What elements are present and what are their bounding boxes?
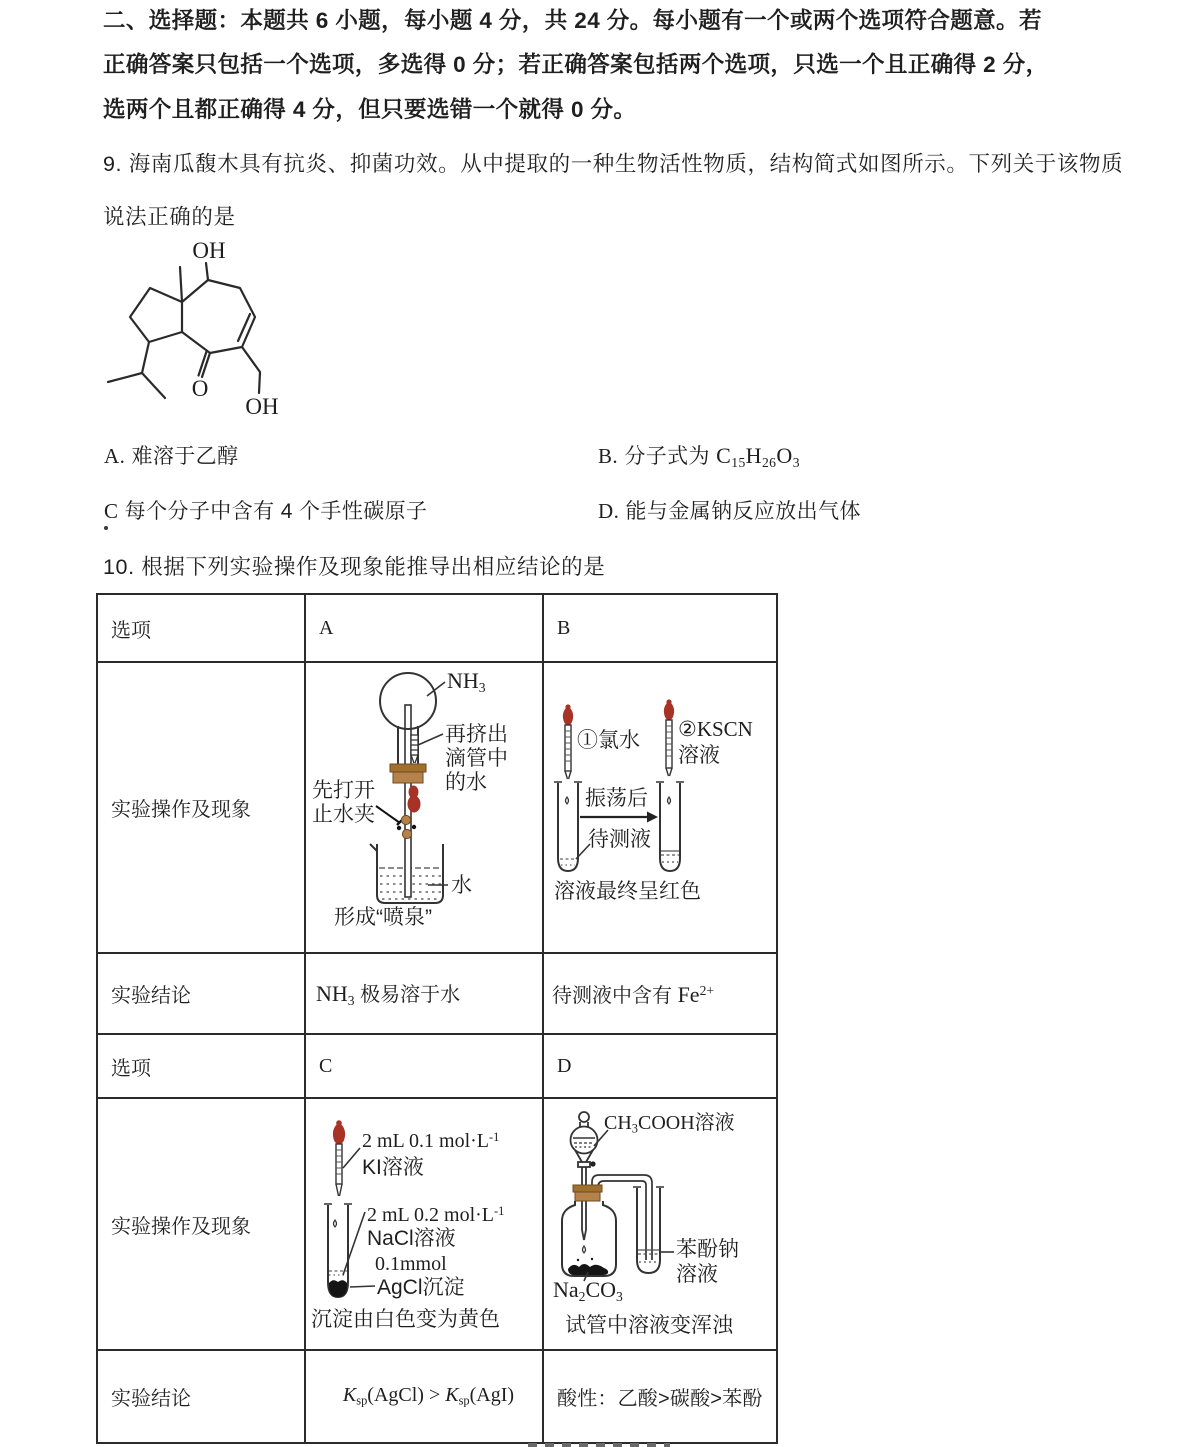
option-a-text: 难溶于乙醇 [131, 445, 239, 468]
section-header-line3: 选两个且都正确得 4 分，但只要选错一个就得 0 分。 [103, 97, 637, 122]
table-row-operation-ab [97, 662, 777, 953]
nacl-amount-label: 2 mL 0.2 $mol\cdot L^{-1}$ [367, 1203, 505, 1226]
cell-letter-b: B [543, 594, 777, 662]
phenolate-liquid [638, 1250, 659, 1262]
agcl-precipitate-label: AgCl沉淀 [377, 1276, 465, 1299]
cell-letter-c: C [305, 1034, 543, 1098]
ketone-oxygen-label: O [191, 376, 209, 401]
phenolate-label-2: 溶液 [676, 1263, 718, 1286]
q10-stem: 10. 根据下列实验操作及现象能推导出相应结论的是 [103, 555, 606, 579]
right-tube-liquid [661, 851, 679, 862]
dropper-icon-left [563, 704, 573, 779]
cell-label-option-2: 选项 [97, 1034, 305, 1098]
formula-H: H [745, 443, 762, 468]
test-liquid-label: 待测液 [588, 828, 651, 851]
fountain-caption: 形成“喷泉” [334, 906, 432, 929]
ksp-agcl: (AgCl) > [367, 1384, 446, 1407]
agcl-amount-label: 0.1mmol [375, 1253, 447, 1275]
cell-label-operation-2: 实验操作及现象 [97, 1098, 305, 1350]
option-d-text: 能与金属钠反应放出气体 [625, 500, 861, 523]
test-tube-icon-right [656, 782, 684, 871]
nacl-solution-label: NaCl溶液 [367, 1227, 456, 1250]
test-tube-icon [633, 1187, 664, 1273]
table-row-conclusion-cd [97, 1350, 777, 1443]
ki-amount-label: 2 mL 0.1 $mol\cdot L^{-1}$ [362, 1129, 500, 1152]
conclusion-b-text: 待测液中含有 [552, 985, 678, 1007]
option-b-letter: B. [598, 444, 619, 468]
cell-conclusion-a [305, 953, 543, 1034]
cell-diagram-c [305, 1098, 543, 1350]
cell-label-option-1: 选项 [97, 594, 305, 662]
q9-stem-line2: 说法正确的是 [103, 205, 236, 229]
option-c-letter: C [104, 499, 119, 523]
phenolate-label-1: 苯酚钠 [676, 1238, 739, 1261]
fountain-experiment-diagram [306, 663, 540, 952]
footer-page-fragment [528, 1443, 670, 1447]
q9-option-b [598, 440, 800, 471]
sodium-carbonate-label: $Na_2CO_3$ [553, 1277, 623, 1305]
squeeze-label-2: 滴管中 [445, 747, 508, 770]
shake-label: 振荡后 [585, 787, 648, 810]
fe-charge: 2+ [699, 983, 715, 999]
q9-option-d [598, 495, 861, 525]
option-d-letter: D. [598, 499, 620, 523]
stopper-icon [390, 764, 426, 783]
question-10-table [96, 593, 778, 1444]
open-clip-label-1: 先打开 [312, 779, 375, 802]
q9-option-a [104, 440, 238, 470]
section-header-line2: 正确答案只包括一个选项，多选得 0 分；若正确答案包括两个选项，只选一个且正确得 2 分， [103, 52, 1049, 77]
formula-C-sub: 15 [731, 455, 746, 471]
hydroxyl-top-label: OH [192, 238, 226, 263]
acidity-experiment-diagram [548, 1100, 774, 1350]
kscn-label-1: ②KSCN [678, 717, 753, 741]
cell-letter-a: A [305, 594, 543, 662]
hydroxyl-bottom-label: OH [245, 394, 279, 419]
ksp-k2: K [445, 1384, 459, 1407]
water-label: 水 [451, 874, 472, 897]
cell-diagram-d [543, 1098, 777, 1350]
cell-conclusion-c [305, 1350, 543, 1443]
table-row-option-cd [97, 1034, 777, 1098]
red-solution-caption: 溶液最终呈红色 [554, 880, 701, 903]
gas-generator-art [548, 1100, 774, 1350]
droplet-icon [583, 1246, 586, 1253]
cell-diagram-b [543, 662, 777, 953]
ki-solution-label: KI溶液 [362, 1156, 424, 1179]
open-clip-label-2: 止水夹 [312, 803, 375, 826]
option-b-text: 分子式为 [624, 445, 717, 468]
cell-diagram-a [305, 662, 543, 953]
stopper-icon [573, 1185, 602, 1201]
iron-test-art [548, 665, 774, 952]
formula-C: C [716, 443, 732, 468]
formula-O-sub: 3 [792, 455, 800, 471]
precipitate-icon [329, 1280, 347, 1297]
acetic-acid-label: $CH_3COOH$溶液 [604, 1112, 735, 1136]
turbid-caption: 试管中溶液变浑浊 [565, 1314, 733, 1337]
ksp-sub2: sp [458, 1393, 470, 1408]
dropper-icon [333, 1120, 345, 1196]
droplet-icon [566, 797, 569, 804]
formula-H-sub: 26 [761, 455, 777, 471]
color-change-caption: 沉淀由白色变为黄色 [311, 1308, 500, 1331]
table-row-operation-cd [97, 1098, 777, 1350]
kscn-label-2: 溶液 [678, 744, 720, 767]
cell-label-operation-1: 实验操作及现象 [97, 662, 305, 953]
squeeze-label-3: 的水 [445, 771, 487, 794]
option-a-letter: A. [104, 444, 126, 468]
iron-test-diagram [548, 665, 774, 952]
cell-label-conclusion-1: 实验结论 [97, 953, 305, 1034]
nh3-sub: 3 [347, 993, 355, 1009]
stray-period-mark [104, 526, 108, 530]
left-tube-liquid [560, 859, 576, 865]
q9-stem-line1: 9. 海南瓜馥木具有抗炎、抑菌功效。从中提取的一种生物活性物质，结构简式如图所示。下列关于该物质 [103, 152, 1124, 176]
droplet-icon [334, 1220, 337, 1227]
formula-O: O [776, 443, 793, 468]
nh3-label: $NH_3$ [447, 668, 486, 696]
conclusion-a-text: 极易溶于水 [354, 983, 461, 1006]
cell-conclusion-d: 酸性：乙酸>碳酸>苯酚 [543, 1350, 777, 1443]
molecule-structure-diagram [96, 236, 301, 421]
squeeze-label-1: 再挤出 [445, 723, 508, 746]
cell-label-conclusion-2: 实验结论 [97, 1350, 305, 1443]
option-c-text: 每个分子中含有 4 个手性碳原子 [124, 500, 428, 523]
flat-bottom-flask-icon [562, 1201, 616, 1276]
chlorine-water-label: ①氯水 [577, 729, 640, 752]
molecule-bonds [108, 263, 260, 398]
q9-option-c [104, 495, 427, 525]
droplet-icon [668, 797, 671, 804]
cell-letter-d: D [543, 1034, 777, 1098]
precipitate-experiment-diagram [306, 1100, 540, 1350]
ksp-k1: K [342, 1384, 357, 1407]
rubber-bulb-icon [408, 786, 421, 813]
cell-conclusion-b [543, 953, 777, 1034]
table-row-conclusion-ab [97, 953, 777, 1034]
arrow-right-icon [580, 812, 658, 823]
table-row-option-ab [97, 594, 777, 662]
section-header-line1: 二、选择题：本题共 6 小题，每小题 4 分，共 24 分。每小题有一个或两个选项符合题意。若 [103, 8, 1042, 33]
fe-symbol: Fe [677, 982, 700, 1007]
ksp-agi: (AgI) [469, 1384, 515, 1407]
nh3-formula: NH [316, 980, 348, 1006]
dropper-in-neck-icon [411, 735, 418, 763]
dropper-icon-right [664, 699, 674, 776]
ksp-sub1: sp [356, 1393, 368, 1408]
